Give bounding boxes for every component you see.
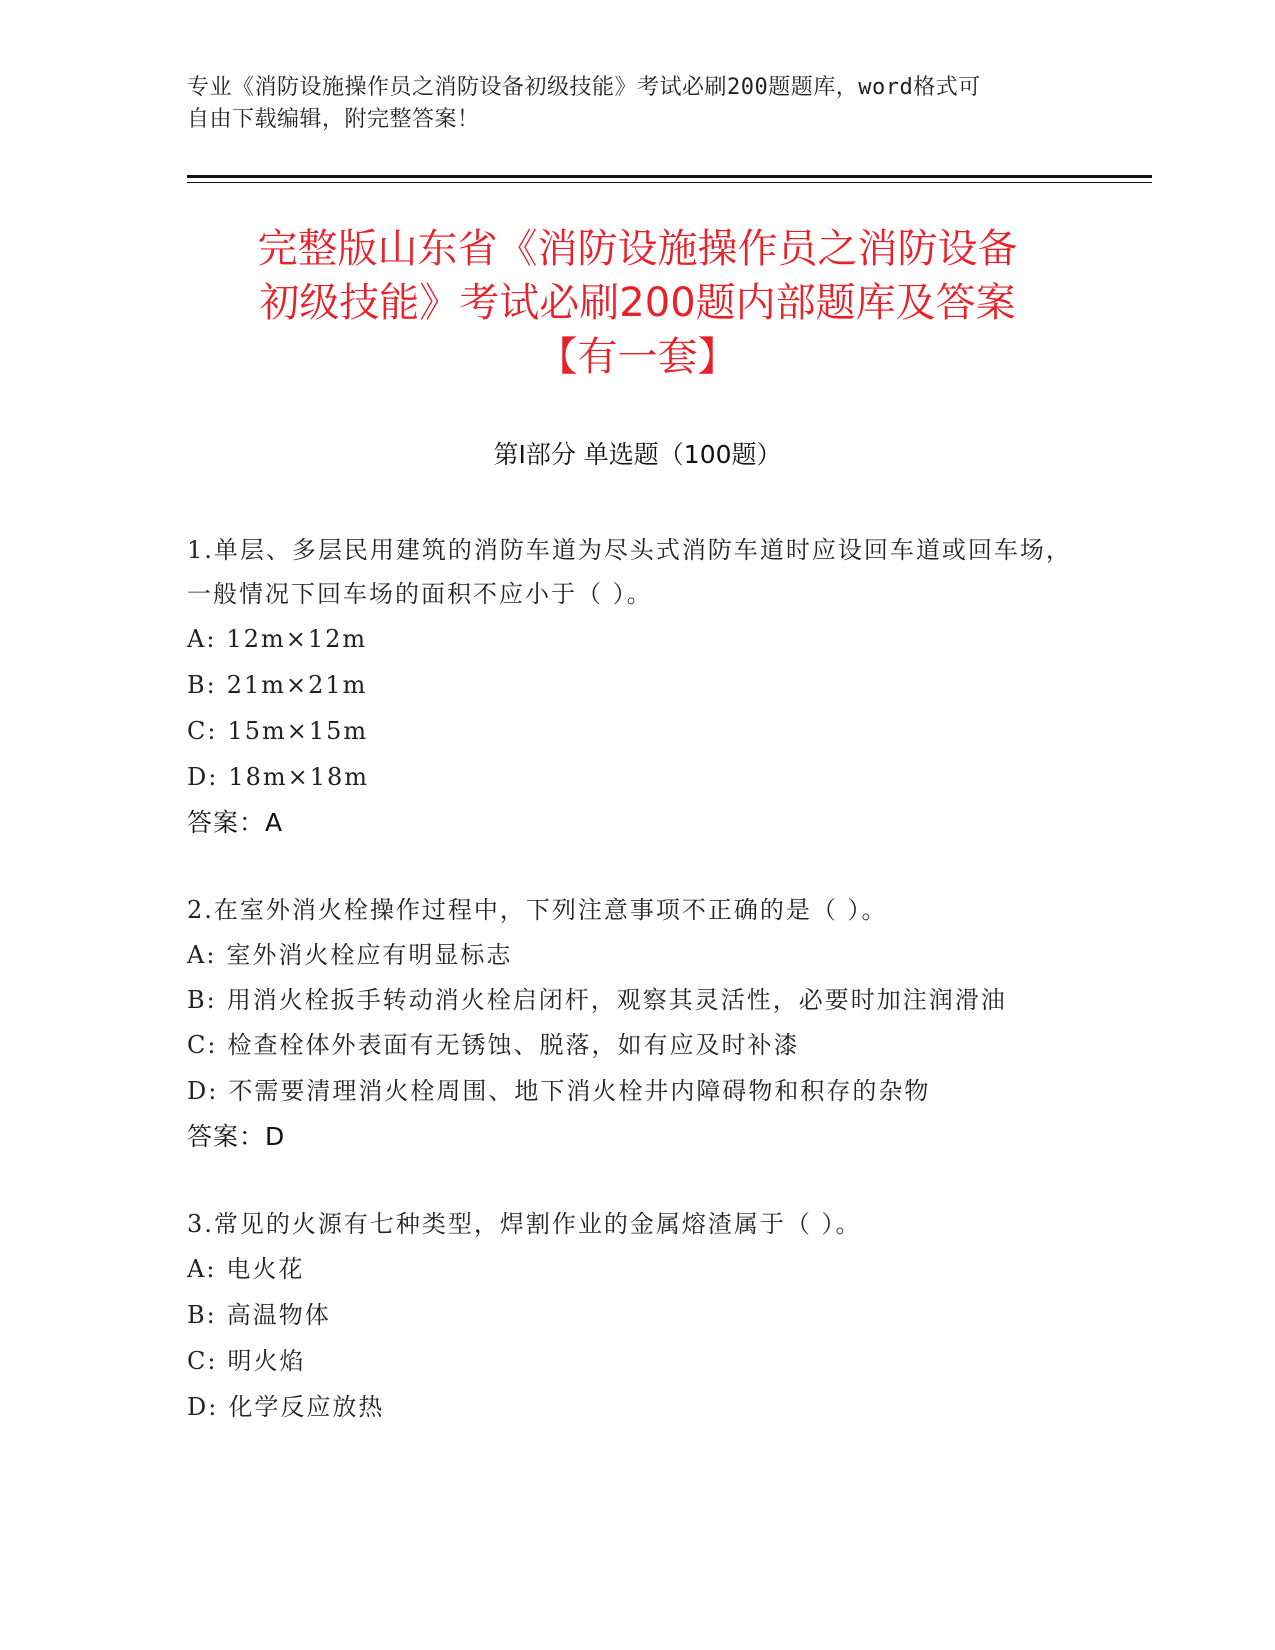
option-d xyxy=(187,1384,1087,1430)
option-text: 12m×12m xyxy=(226,625,368,653)
option-c xyxy=(187,708,1087,754)
answer-label: 答案：D xyxy=(187,1122,286,1151)
question-stem: 1.单层、多层民用建筑的消防车道为尽头式消防车道时应设回车道或回车场，一般情况下回车场的面积不应小于（ ）。 xyxy=(187,536,1072,608)
option-letter: B: xyxy=(187,1301,217,1329)
question-stem: 3.常见的火源有七种类型，焊割作业的金属熔渣属于（ ）。 xyxy=(187,1210,862,1238)
option-text: 不需要清理消火栓周围、地下消火栓井内障碍物和积存的杂物 xyxy=(228,1077,931,1105)
option-text: 高温物体 xyxy=(226,1301,331,1329)
option-text: 电火花 xyxy=(226,1255,305,1283)
option-a xyxy=(187,932,1087,978)
document-title-line-3: 【有一套】 xyxy=(537,334,738,380)
answer-label: 答案：A xyxy=(187,808,284,837)
option-text: 明火焰 xyxy=(227,1347,306,1375)
option-text: 化学反应放热 xyxy=(228,1393,385,1421)
option-letter: B: xyxy=(187,986,217,1014)
option-letter: B: xyxy=(187,671,217,699)
header-divider-thin xyxy=(187,182,1152,183)
option-d xyxy=(187,754,1087,800)
option-text: 室外消火栓应有明显标志 xyxy=(226,941,513,969)
option-text: 用消火栓扳手转动消火栓启闭杆，观察其灵活性，必要时加注润滑油 xyxy=(226,986,1007,1014)
question-2 xyxy=(187,888,1087,1160)
option-a xyxy=(187,616,1087,662)
option-letter: D: xyxy=(187,763,219,791)
header-note-line-2: 自由下载编辑，附完整答案！ xyxy=(187,107,480,132)
header-note xyxy=(187,72,1067,136)
option-letter: C: xyxy=(187,1031,218,1059)
option-letter: C: xyxy=(187,1347,218,1375)
option-text: 检查栓体外表面有无锈蚀、脱落，如有应及时补漆 xyxy=(227,1031,800,1059)
option-d xyxy=(187,1068,1087,1114)
option-a xyxy=(187,1246,1087,1292)
option-b xyxy=(187,662,1087,708)
option-c xyxy=(187,1022,1087,1068)
question-stem: 2.在室外消火栓操作过程中，下列注意事项不正确的是（ ）。 xyxy=(187,896,888,924)
option-letter: A: xyxy=(187,941,217,969)
option-letter: A: xyxy=(187,625,217,653)
option-letter: D: xyxy=(187,1077,219,1105)
header-note-line-1: 专业《消防设施操作员之消防设备初级技能》考试必刷200题题库，word格式可 xyxy=(187,75,981,100)
question-list xyxy=(187,528,1087,1472)
option-text: 21m×21m xyxy=(226,671,368,699)
option-c xyxy=(187,1338,1087,1384)
document-title xyxy=(120,222,1155,384)
header-divider-thick xyxy=(187,175,1152,178)
section-heading: 第Ⅰ部分 单选题（100题） xyxy=(493,440,782,469)
option-text: 15m×15m xyxy=(227,717,369,745)
question-3 xyxy=(187,1202,1087,1430)
option-letter: A: xyxy=(187,1255,217,1283)
option-b xyxy=(187,1292,1087,1338)
document-title-line-2: 初级技能》考试必刷200题内部题库及答案 xyxy=(259,280,1016,326)
question-1 xyxy=(187,528,1087,846)
document-title-line-1: 完整版山东省《消防设施操作员之消防设备 xyxy=(257,226,1018,272)
option-b xyxy=(187,978,1087,1022)
option-letter: D: xyxy=(187,1393,219,1421)
option-text: 18m×18m xyxy=(228,763,370,791)
option-letter: C: xyxy=(187,717,218,745)
